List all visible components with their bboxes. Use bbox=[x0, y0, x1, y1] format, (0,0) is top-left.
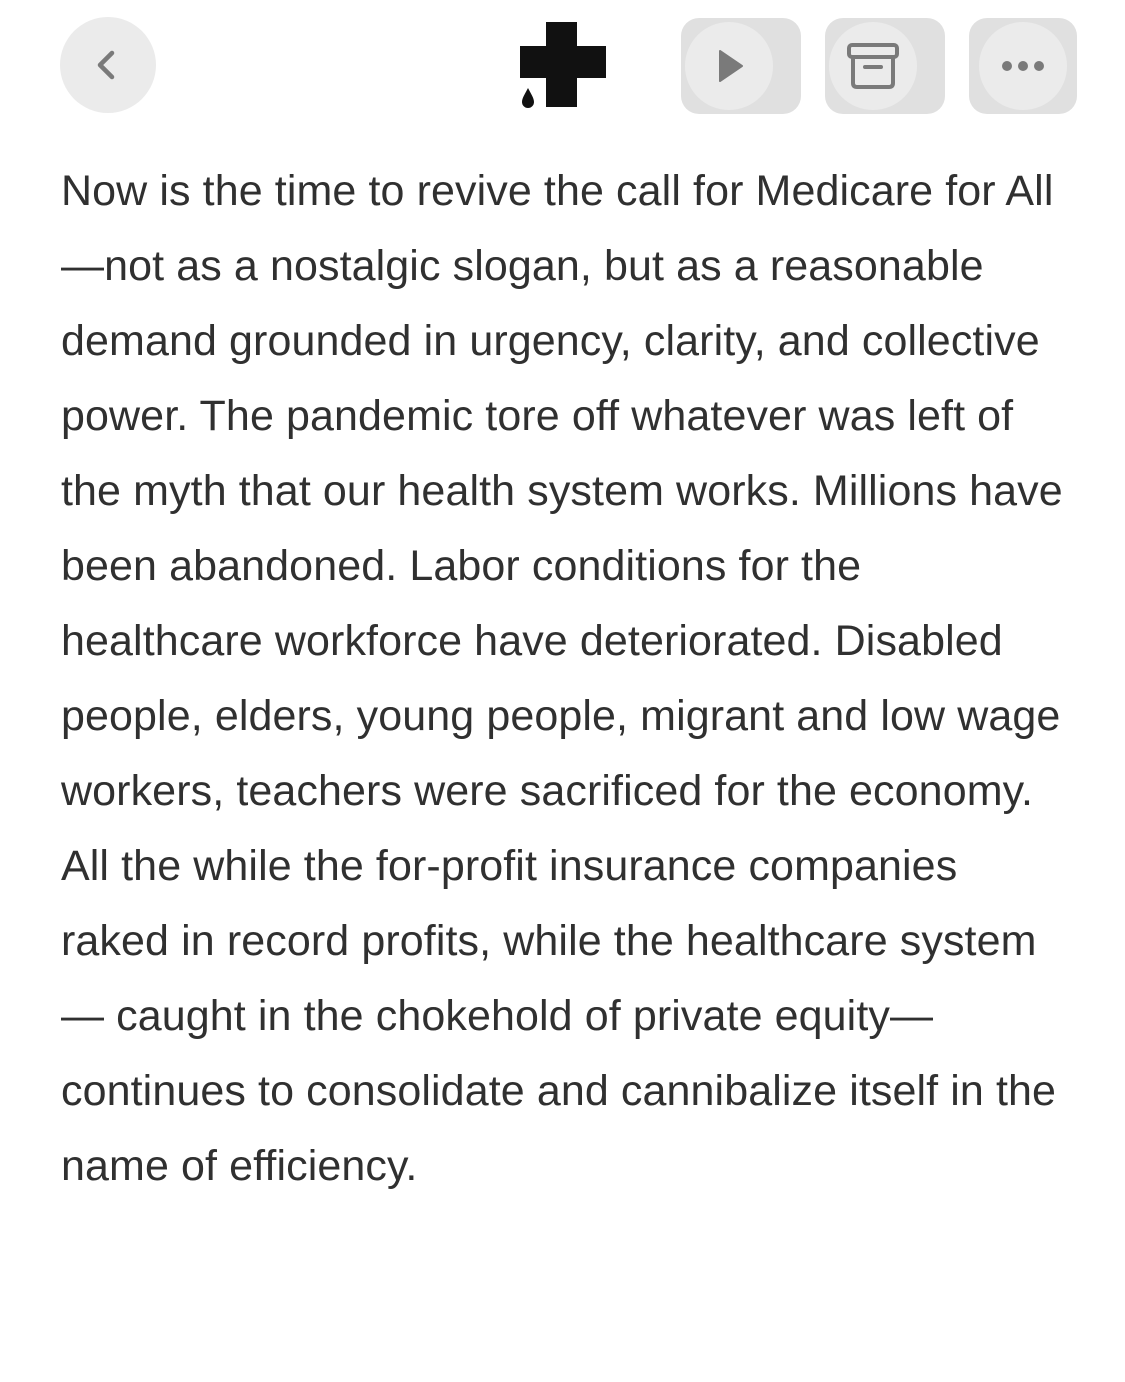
ellipsis-icon bbox=[999, 58, 1047, 74]
play-icon bbox=[709, 46, 749, 86]
publication-logo bbox=[516, 20, 608, 112]
top-toolbar bbox=[0, 0, 1125, 130]
chevron-left-icon bbox=[88, 45, 128, 85]
archive-box-icon bbox=[845, 41, 901, 91]
cross-with-drop-icon bbox=[516, 20, 608, 112]
archive-button-face[interactable] bbox=[829, 22, 917, 110]
more-button-face[interactable] bbox=[979, 22, 1067, 110]
article-body-text: Now is the time to revive the call for Medicare for All—not as a nostalgic slogan, but as a reasonable demand grounded in urgency, clarity, and collective power. The pandemic tore off whatever was left of the myth that our health system works. Millions have been abandoned. Labor conditions for the healthcare workforce have deteriorated. Disabled people, elders, young people, migrant and low wage workers, teachers were sacrificed for the economy. All the while the for-profit insurance companies raked in record profits, while the healthcare system— caught in the chokehold of private equity— continues to consolidate and cannibalize itself in the name of efficiency. bbox=[61, 167, 1063, 1190]
more-options-button[interactable] bbox=[969, 18, 1077, 114]
play-audio-button[interactable] bbox=[681, 18, 801, 114]
play-button-face[interactable] bbox=[685, 22, 773, 110]
archive-button[interactable] bbox=[825, 18, 945, 114]
back-button[interactable] bbox=[60, 17, 156, 113]
